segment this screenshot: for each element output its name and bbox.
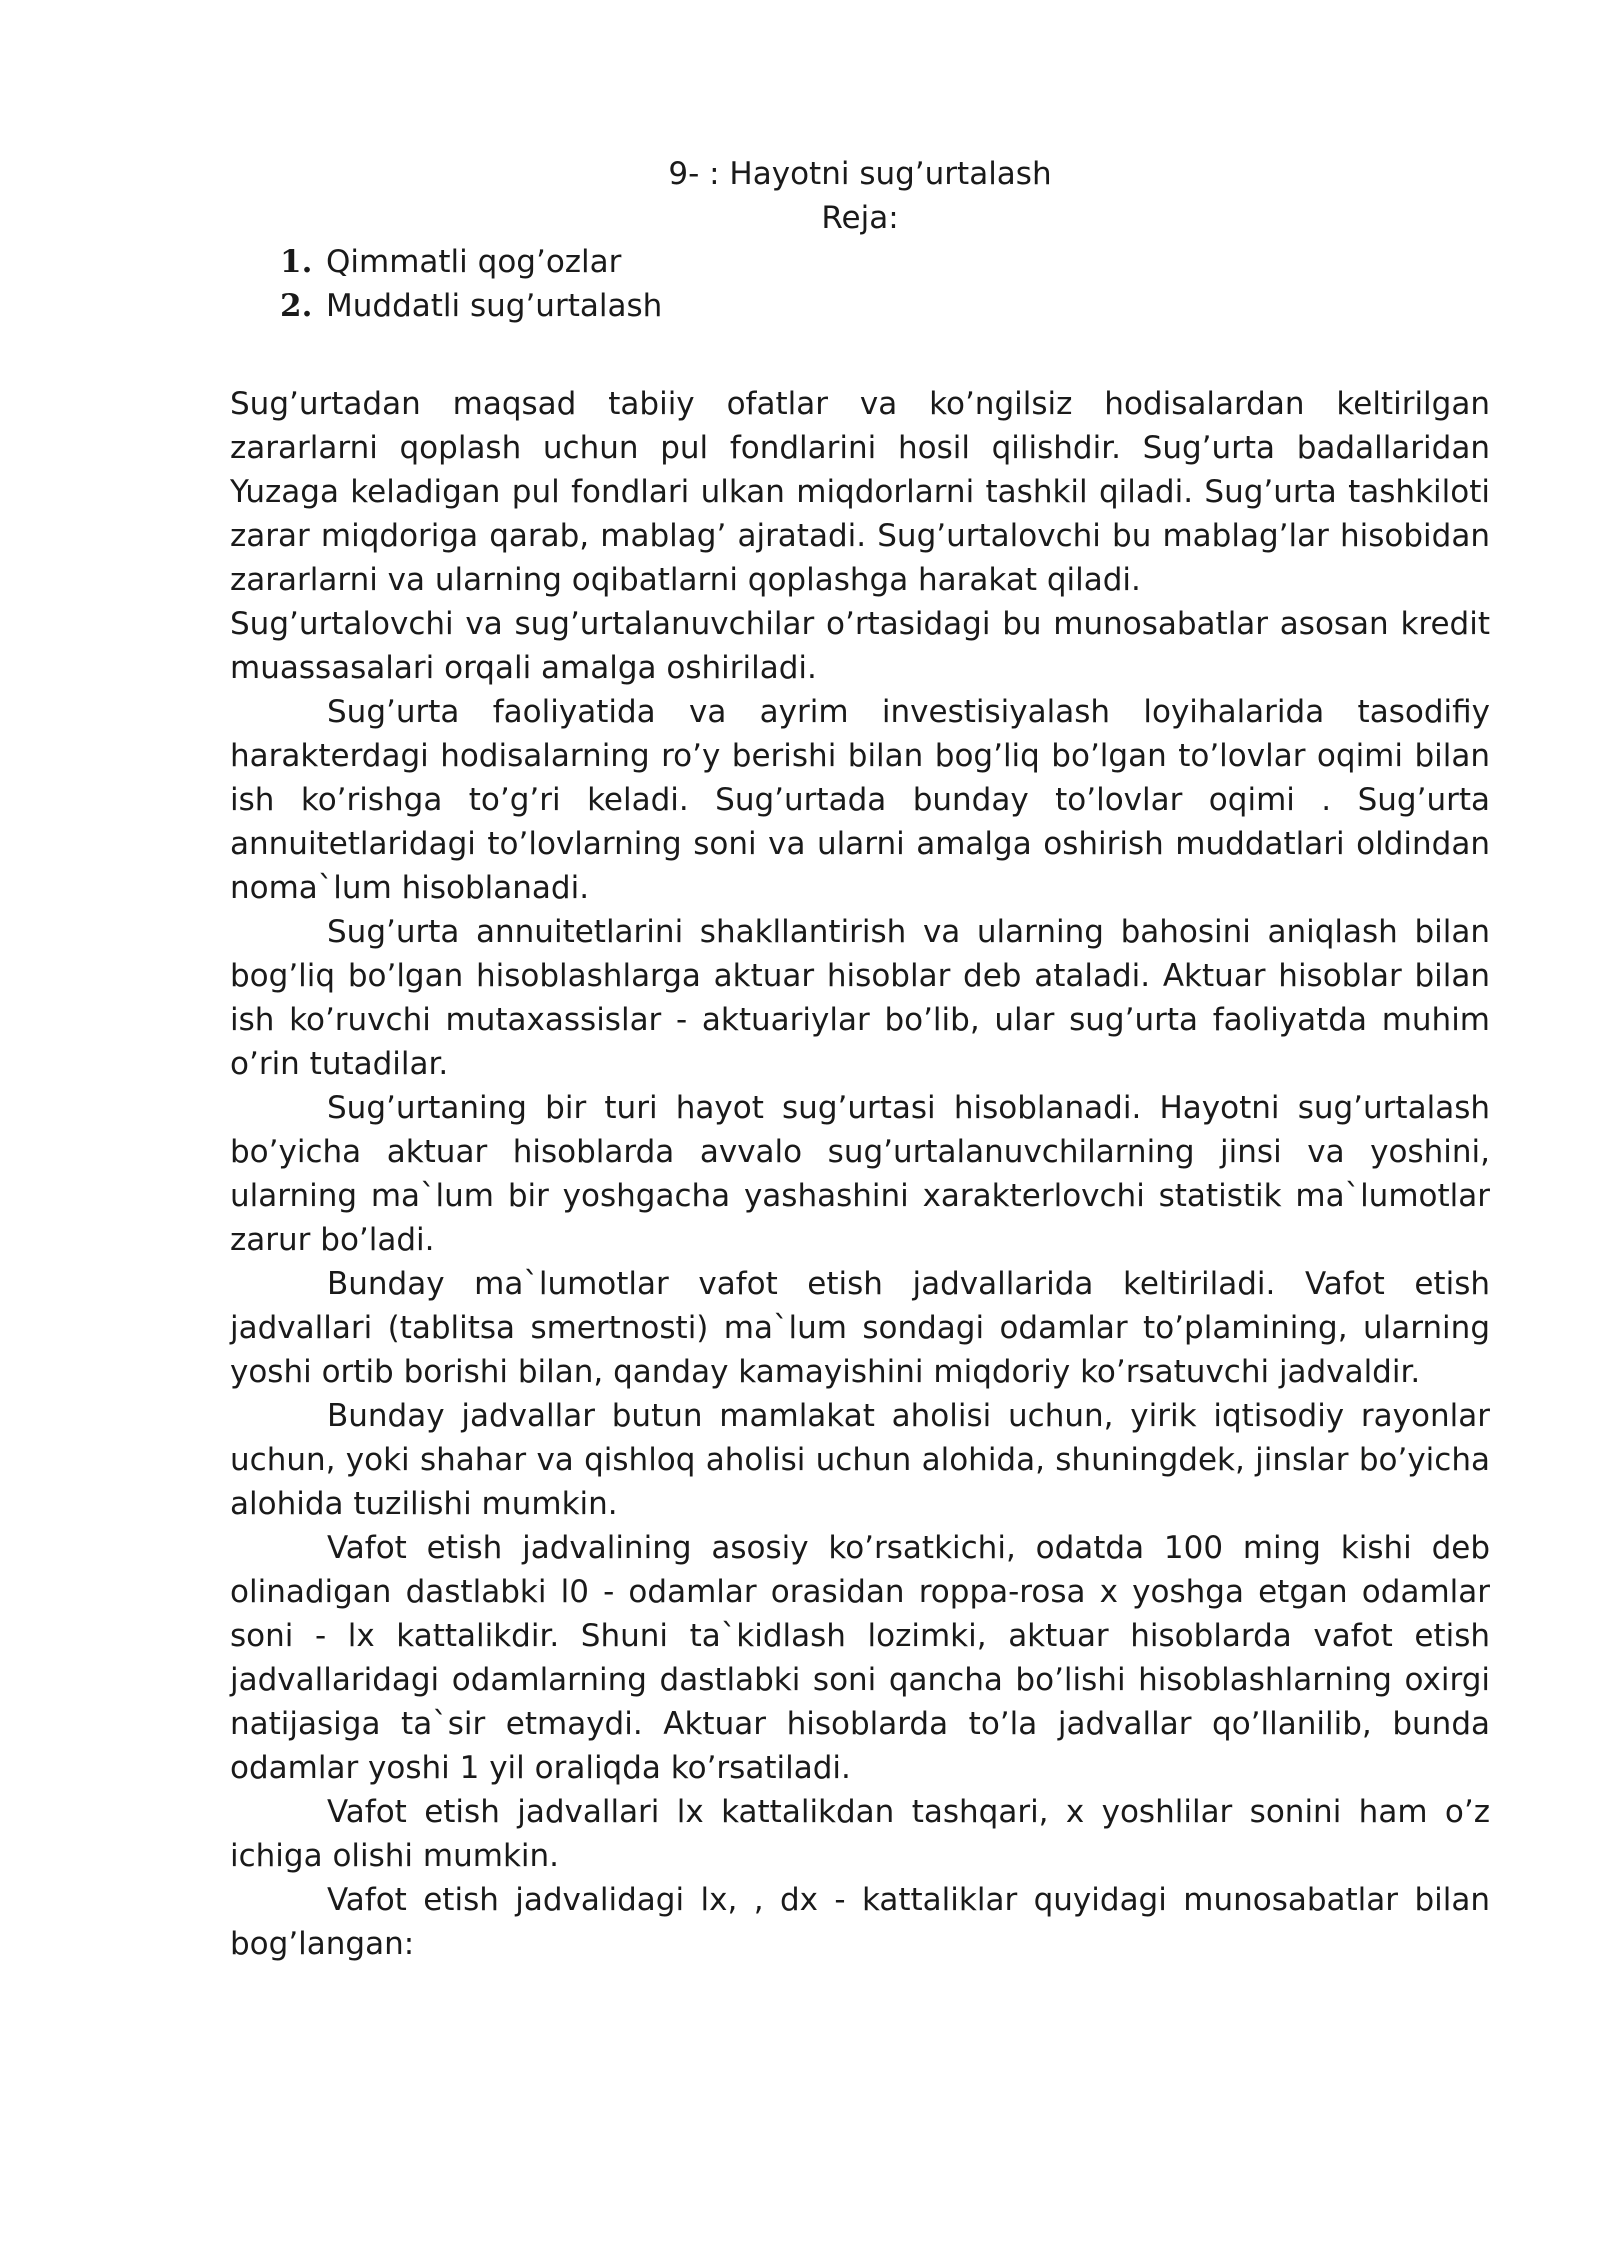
document-body xyxy=(230,382,1490,1966)
plan-item xyxy=(280,284,662,328)
paragraph: Sug’urta faoliyatida va ayrim investisiyalash loyihalarida tasodifiy harakterdagi hodisalarning ro’y berishi bilan bog’liq bo’lgan to’lovlar oqimi bilan ish ko’rishga to’g’ri keladi. Sug’urtada bunday to’lovlar oqimi . Sug’urta annuitetlaridagi to’lovlarning soni va ularni amalga oshirish muddatlari oldindan noma`lum hisoblanadi. xyxy=(230,694,1490,906)
plan-item-text: Muddatli sug’urtalash xyxy=(326,288,663,324)
plan-item-number: 1. xyxy=(280,244,313,280)
paragraph: Sug’urtadan maqsad tabiiy ofatlar va ko’ngilsiz hodisalardan keltirilgan zararlarni qoplash uchun pul fondlarini hosil qilishdir. Sug’urta badallaridan Yuzaga keladigan pul fondlari ulkan miqdorlarni tashkil qiladi. Sug’urta tashkiloti zarar miqdoriga qarab, mablag’ ajratadi. Sug’urtalovchi bu mablag’lar hisobidan zararlarni va ularning oqibatlarni qoplashga harakat qiladi. xyxy=(230,386,1490,598)
plan-heading: Reja: xyxy=(821,200,899,236)
paragraph: Sug’urtaning bir turi hayot sug’urtasi hisoblanadi. Hayotni sug’urtalash bo’yicha aktuar hisoblarda avvalo sug’urtalanuvchilarning jinsi va yoshini, ularning ma`lum bir yoshgacha yashashini xarakterlovchi statistik ma`lumotlar zarur bo’ladi. xyxy=(230,1090,1490,1258)
plan-item xyxy=(280,240,662,284)
paragraph: Vafot etish jadvalining asosiy ko’rsatkichi, odatda 100 ming kishi deb olinadigan dastlabki l0 - odamlar orasidan roppa-rosa x yoshga etgan odamlar soni - lx kattalikdir. Shuni ta`kidlash lozimki, aktuar hisoblarda vafot etish jadvallaridagi odamlarning dastlabki soni qancha bo’lishi hisoblashlarning oxirgi natijasiga ta`sir etmaydi. Aktuar hisoblarda to’la jadvallar qo’llanilib, bunda odamlar yoshi 1 yil oraliqda ko’rsatiladi. xyxy=(230,1530,1490,1786)
paragraph: Sug’urtalovchi va sug’urtalanuvchilar o’rtasidagi bu munosabatlar asosan kredit muassasalari orqali amalga oshiriladi. xyxy=(230,606,1490,686)
paragraph: Bunday jadvallar butun mamlakat aholisi uchun, yirik iqtisodiy rayonlar uchun, yoki shahar va qishloq aholisi uchun alohida, shuningdek, jinslar bo’yicha alohida tuzilishi mumkin. xyxy=(230,1398,1490,1522)
plan-item-text: Qimmatli qog’ozlar xyxy=(326,244,622,280)
plan-list xyxy=(280,240,662,328)
paragraph: Vafot etish jadvalidagi lx, , dx - kattaliklar quyidagi munosabatlar bilan bog’langan: xyxy=(230,1882,1490,1962)
paragraph: Vafot etish jadvallari lx kattalikdan tashqari, x yoshlilar sonini ham o’z ichiga olishi mumkin. xyxy=(230,1794,1490,1874)
document-title: 9- : Hayotni sug’urtalash xyxy=(668,156,1052,192)
paragraph: Sug’urta annuitetlarini shakllantirish va ularning bahosini aniqlash bilan bog’liq bo’lgan hisoblashlarga aktuar hisoblar deb ataladi. Aktuar hisoblar bilan ish ko’ruvchi mutaxassislar - aktuariylar bo’lib, ular sug’urta faoliyatda muhim o’rin tutadilar. xyxy=(230,914,1490,1082)
plan-item-number: 2. xyxy=(280,288,313,324)
paragraph: Bunday ma`lumotlar vafot etish jadvallarida keltiriladi. Vafot etish jadvallari (tablitsa smertnosti) ma`lum sondagi odamlar to’plamining, ularning yoshi ortib borishi bilan, qanday kamayishini miqdoriy ko’rsatuvchi jadvaldir. xyxy=(230,1266,1490,1390)
